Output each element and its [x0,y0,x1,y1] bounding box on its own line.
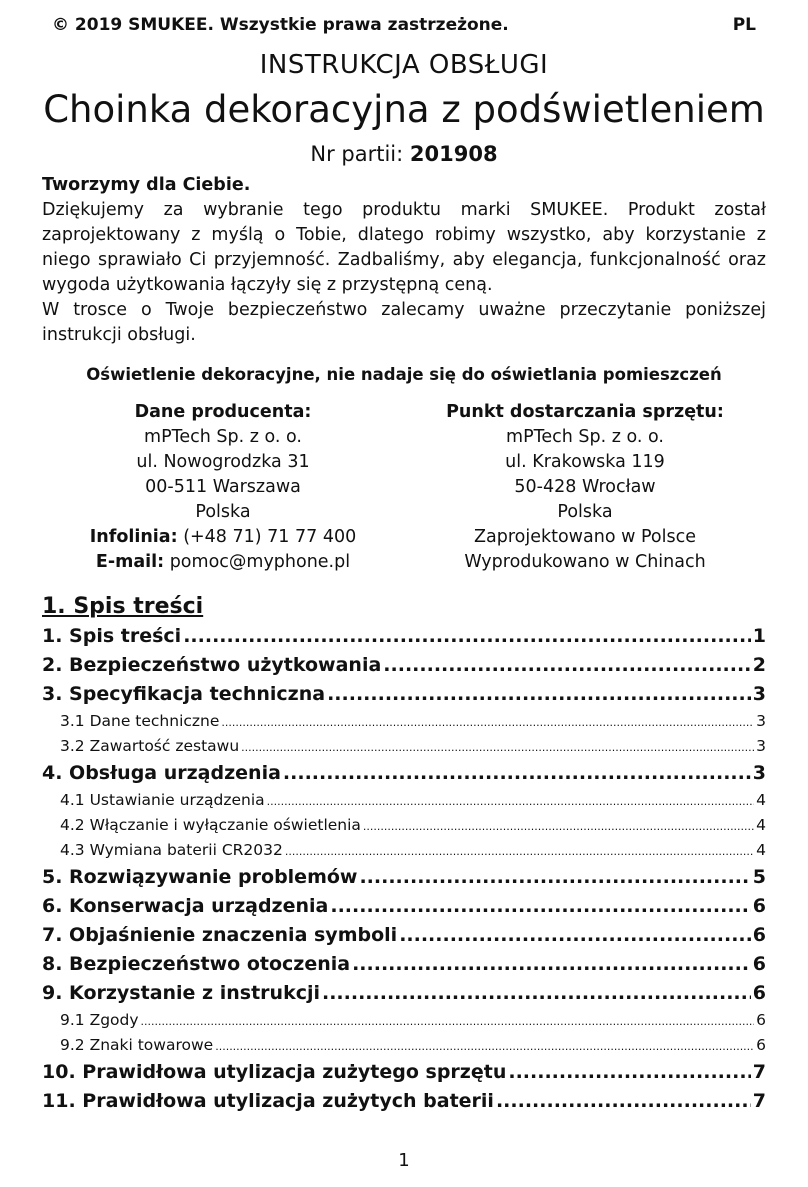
manual-title: INSTRUKCJA OBSŁUGI [259,50,549,80]
toc-leader-dots [359,866,750,888]
intro-paragraph-2: W trosce o Twoje bezpieczeństwo zalecamy uważne przeczytanie poniższej instrukcji obsługi. [42,300,766,345]
table-of-contents [42,625,766,1119]
designed-in: Zaprojektowano w Polsce [474,527,696,547]
toc-entry-page: 4 [756,791,766,809]
toc-entry[interactable] [42,712,766,737]
delivery-street: ul. Krakowska 119 [505,452,665,472]
toc-leader-dots [330,895,750,917]
toc-entry-label: 3.2 Zawartość zestawu [60,737,240,755]
email-value: pomoc@myphone.pl [164,552,351,572]
made-in: Wyprodukowano w Chinach [464,552,706,572]
manufacturer-street: ul. Nowogrodzka 31 [136,452,310,472]
language-code: PL [732,15,756,35]
toc-leader-dots [221,716,754,729]
toc-entry[interactable] [42,654,766,683]
toc-heading: 1. Spis treści [42,594,204,619]
lighting-notice: Oświetlenie dekoracyjne, nie nadaje się do oświetlania pomieszczeń [86,365,722,384]
toc-entry-page: 3 [756,712,766,730]
product-name: Choinka dekoracyjna z podświetleniem [43,88,765,131]
copyright-text: © 2019 SMUKEE. Wszystkie prawa zastrzeżone. [52,15,509,35]
toc-entry[interactable] [42,1036,766,1061]
toc-entry-label: 1. Spis treści [42,625,182,647]
toc-leader-dots [399,924,751,946]
toc-entry[interactable] [42,953,766,982]
toc-entry[interactable] [42,1011,766,1036]
delivery-country: Polska [557,502,613,522]
toc-entry-label: 9. Korzystanie z instrukcji [42,982,320,1004]
toc-leader-dots [241,741,754,754]
page-number: 1 [398,1150,410,1171]
toc-entry-label: 2. Bezpieczeństwo użytkowania [42,654,382,676]
manufacturer-name: mPTech Sp. z o. o. [144,427,302,447]
toc-entry-page: 6 [756,1036,766,1054]
toc-entry-page: 1 [752,625,766,647]
toc-entry-page: 7 [752,1090,766,1112]
toc-entry-label: 6. Konserwacja urządzenia [42,895,329,917]
intro-section [42,173,766,348]
page-header [52,15,756,35]
toc-entry[interactable] [42,762,766,791]
toc-entry-page: 3 [752,762,766,784]
toc-entry-page: 5 [752,866,766,888]
delivery-city: 50-428 Wrocław [514,477,656,497]
delivery-name: mPTech Sp. z o. o. [506,427,664,447]
toc-entry[interactable] [42,791,766,816]
toc-entry[interactable] [42,737,766,762]
toc-leader-dots [183,625,751,647]
toc-entry-label: 9.2 Znaki towarowe [60,1036,214,1054]
toc-entry-label: 5. Rozwiązywanie problemów [42,866,358,888]
toc-leader-dots [508,1061,750,1083]
toc-entry-label: 7. Objaśnienie znaczenia symboli [42,924,398,946]
toc-leader-dots [141,1015,755,1028]
toc-leader-dots [285,845,754,858]
toc-entry-label: 3.1 Dane techniczne [60,712,220,730]
toc-entry[interactable] [42,1061,766,1090]
email-label: E-mail: [95,552,165,572]
intro-lead: Tworzymy dla Ciebie. [42,175,251,195]
toc-entry-label: 11. Prawidłowa utylizacja zużytych baterii [42,1090,494,1112]
toc-leader-dots [283,762,751,784]
manufacturer-heading: Dane producenta: [134,402,312,422]
toc-entry-page: 4 [756,841,766,859]
manufacturer-city: 00-511 Warszawa [145,477,301,497]
toc-entry-page: 6 [752,953,766,975]
toc-leader-dots [363,820,754,833]
toc-entry-page: 3 [752,683,766,705]
delivery-info [404,400,766,575]
toc-entry-label: 8. Bezpieczeństwo otoczenia [42,953,351,975]
toc-leader-dots [352,953,751,975]
toc-entry-page: 3 [756,737,766,755]
hotline-label: Infolinia: [89,527,178,547]
delivery-heading: Punkt dostarczania sprzętu: [446,402,724,422]
contact-columns [42,400,766,575]
email [42,550,404,575]
toc-entry-page: 7 [752,1061,766,1083]
toc-entry-label: 4. Obsługa urządzenia [42,762,281,784]
toc-entry-label: 4.2 Włączanie i wyłączanie oświetlenia [60,816,361,834]
toc-leader-dots [215,1040,754,1053]
toc-entry-label: 9.1 Zgody [60,1011,139,1029]
toc-entry[interactable] [42,816,766,841]
toc-entry[interactable] [42,895,766,924]
toc-entry[interactable] [42,625,766,654]
toc-entry-page: 6 [752,924,766,946]
toc-entry[interactable] [42,841,766,866]
toc-entry[interactable] [42,683,766,712]
toc-entry-page: 6 [752,895,766,917]
toc-entry-page: 6 [752,982,766,1004]
toc-entry[interactable] [42,924,766,953]
toc-leader-dots [322,982,751,1004]
toc-entry-label: 3. Specyfikacja techniczna [42,683,326,705]
toc-leader-dots [383,654,750,676]
intro-paragraph-1: Dziękujemy za wybranie tego produktu marki SMUKEE. Produkt został zaprojektowany z myślą o Tobie, dlatego robimy wszystko, aby korzystanie z niego sprawiało Ci przyjemność. Zadbaliśmy, aby elegancja, funkcjonalność oraz wygoda użytkowania łączyły się z przystępną ceną. [42,200,766,295]
hotline-value: (+48 71) 71 77 400 [177,527,357,547]
toc-entry[interactable] [42,1090,766,1119]
toc-leader-dots [496,1090,751,1112]
toc-entry[interactable] [42,866,766,895]
batch-value: 201908 [409,142,498,166]
toc-leader-dots [267,795,755,808]
toc-entry-page: 2 [752,654,766,676]
hotline [42,525,404,550]
batch-label: Nr partii: [310,142,404,166]
toc-entry-label: 4.1 Ustawianie urządzenia [60,791,265,809]
toc-entry-label: 10. Prawidłowa utylizacja zużytego sprzętu [42,1061,507,1083]
toc-entry-page: 6 [756,1011,766,1029]
toc-entry[interactable] [42,982,766,1011]
manufacturer-country: Polska [195,502,251,522]
toc-leader-dots [327,683,751,705]
toc-entry-page: 4 [756,816,766,834]
manufacturer-info [42,400,404,575]
toc-entry-label: 4.3 Wymiana baterii CR2032 [60,841,283,859]
batch-number [0,142,808,166]
